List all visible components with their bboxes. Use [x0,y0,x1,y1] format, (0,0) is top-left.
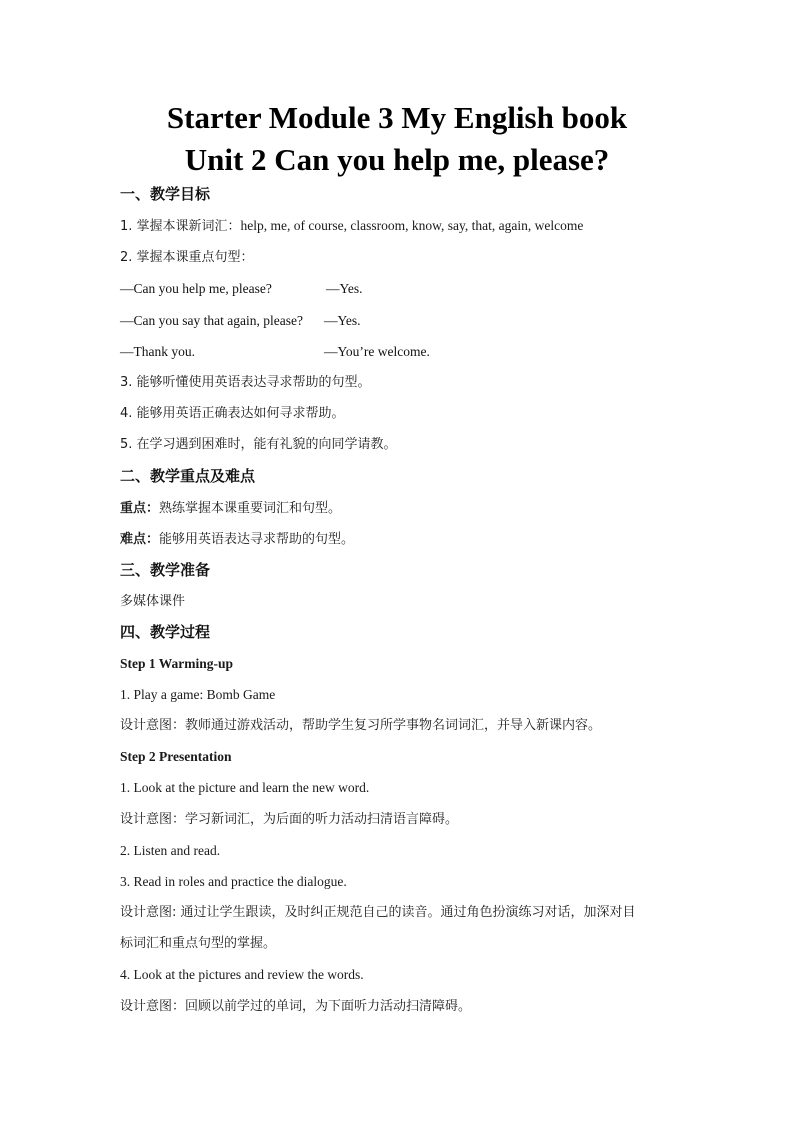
dialogue-answer-3: —You’re welcome. [324,344,430,359]
step-1-design-intent: 设计意图：教师通过游戏活动，帮助学生复习所学事物名词词汇，并导入新课内容。 [120,718,602,733]
dialogue-answer-1: —Yes. [326,281,363,296]
step-2-item-4: 4. Look at the pictures and review the words. [120,967,364,982]
step-2-heading: Step 2 Presentation [120,749,232,764]
step-2-item-3: 3. Read in roles and practice the dialogue. [120,874,347,889]
step-2-item-2: 2. Listen and read. [120,843,221,858]
preparation-text: 多媒体课件 [120,594,186,609]
dialogue-question-3: —Thank you. [120,344,195,359]
section-heading-preparation: 三、教学准备 [120,561,211,579]
step-1-heading: Step 1 Warming-up [120,656,234,671]
objective-item-5: 5. 在学习遇到困难时，能有礼貌的向同学请教。 [120,437,397,452]
difficulty-point-label: 难点： [120,532,160,547]
section-heading-key-points: 二、教学重点及难点 [120,467,256,485]
objective-item-1-words: help, me, of course, classroom, know, say, that, again, welcome [240,218,584,233]
step-2-design-intent-2-line-1: 设计意图: 通过让学生跟读，及时纠正规范自己的读音。通过角色扮演练习对话，加深对目 [120,905,636,920]
objective-item-4: 4. 能够用英语正确表达如何寻求帮助。 [120,406,345,421]
objective-item-1 [120,216,583,237]
document-title-line1: Starter Module 3 My English book [166,100,628,135]
section-heading-objectives: 一、教学目标 [120,185,211,203]
dialogue-question-2: —Can you say that again, please? [120,313,303,328]
dialogue-answer-2: —Yes. [324,313,361,328]
difficulty-point [120,529,354,550]
key-point [120,498,341,519]
step-2-design-intent-1: 设计意图：学习新词汇，为后面的听力活动扫清语言障碍。 [120,812,459,827]
step-2-design-intent-2-line-2: 标词汇和重点句型的掌握。 [120,936,277,951]
objective-item-1-label: 1. 掌握本课新词汇： [120,219,241,234]
step-1-item-1: 1. Play a game: Bomb Game [120,687,276,702]
objective-item-3: 3. 能够听懂使用英语表达寻求帮助的句型。 [120,375,371,390]
step-2-item-1: 1. Look at the picture and learn the new word. [120,780,370,795]
difficulty-point-text: 能够用英语表达寻求帮助的句型。 [159,532,355,547]
dialogue-question-1: —Can you help me, please? [120,281,272,296]
step-2-design-intent-3: 设计意图：回顾以前学过的单词，为下面听力活动扫清障碍。 [120,999,472,1014]
section-heading-process: 四、教学过程 [120,623,211,641]
objective-item-2: 2. 掌握本课重点句型： [120,250,254,265]
key-point-text: 熟练掌握本课重要词汇和句型。 [159,501,342,516]
key-point-label: 重点： [120,501,160,516]
document-title-line2: Unit 2 Can you help me, please? [184,142,610,177]
